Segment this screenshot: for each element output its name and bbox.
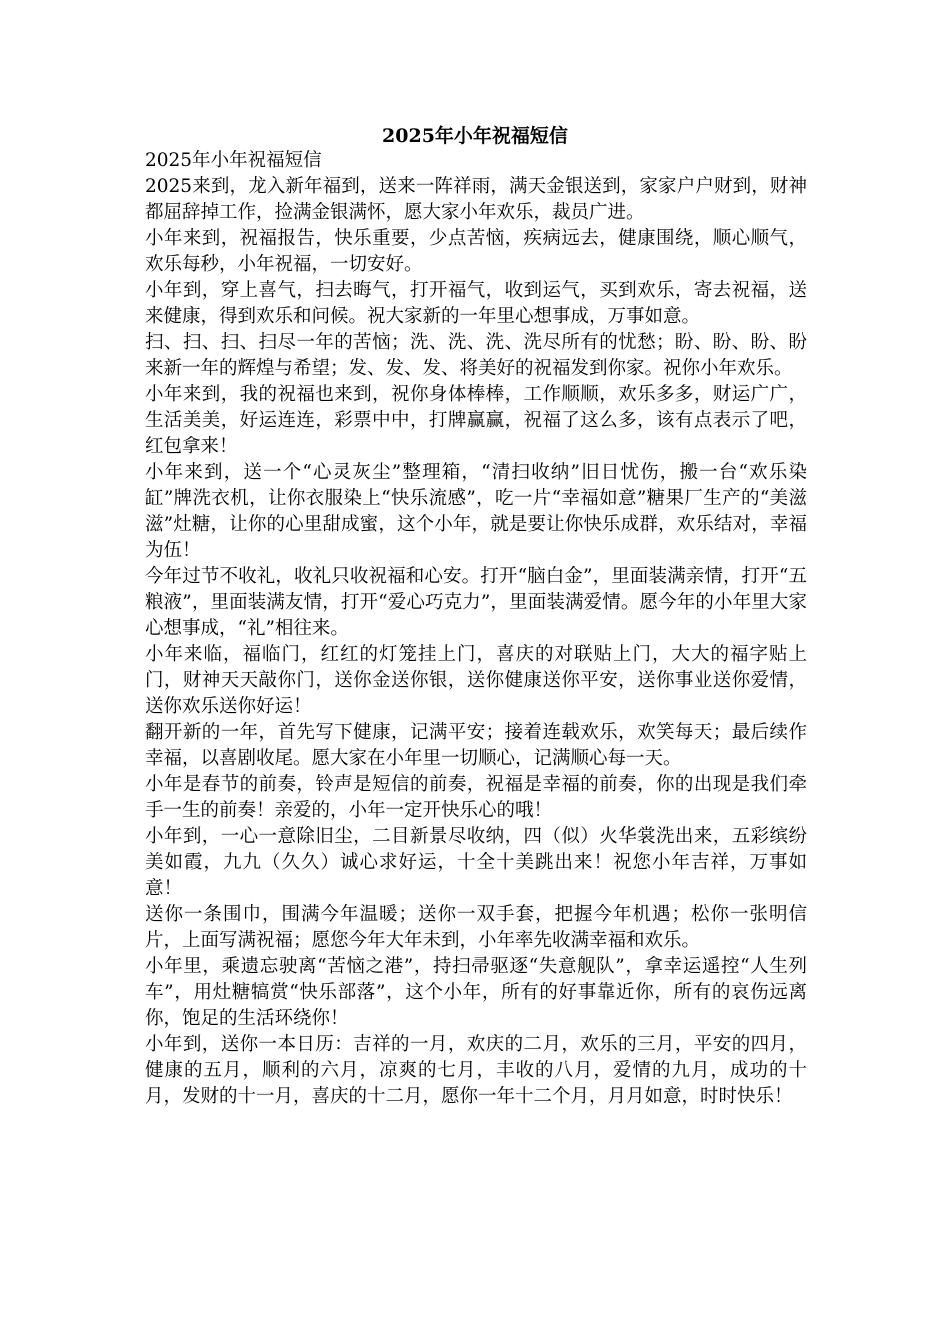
document-body xyxy=(145,148,807,1110)
paragraph: 2025来到，龙入新年福到，送来一阵祥雨，满天金银送到，家家户户财到，财神都屈辞掉工作，捡满金银满怀，愿大家小年欢乐，裁员广进。 xyxy=(145,176,807,223)
paragraph: 小年来临，福临门，红红的灯笼挂上门，喜庆的对联贴上门，大大的福字贴上门，财神天天敲你门，送你金送你银，送你健康送你平安，送你事业送你爱情，送你欢乐送你好运！ xyxy=(145,644,807,717)
paragraph: 今年过节不收礼，收礼只收祝福和心安。打开“脑白金”，里面装满亲情，打开“五粮液”，里面装满友情，打开“爱心巧克力”，里面装满爱情。愿今年的小年里大家心想事成，“礼”相往来。 xyxy=(145,566,807,639)
paragraph: 小年来到，我的祝福也来到，祝你身体棒棒，工作顺顺，欢乐多多，财运广广，生活美美，好运连连，彩票中中，打牌赢赢，祝福了这么多，该有点表示了吧，红包拿来！ xyxy=(145,384,807,457)
paragraph: 小年是春节的前奏，铃声是短信的前奏，祝福是幸福的前奏，你的出现是我们牵手一生的前奏！亲爱的，小年一定开快乐心的哦！ xyxy=(145,774,807,821)
paragraph: 小年到，穿上喜气，扫去晦气，打开福气，收到运气，买到欢乐，寄去祝福，送来健康，得到欢乐和问候。祝大家新的一年里心想事成，万事如意。 xyxy=(145,280,807,327)
paragraph: 送你一条围巾，围满今年温暖；送你一双手套，把握今年机遇；松你一张明信片，上面写满祝福；愿您今年大年未到，小年率先收满幸福和欢乐。 xyxy=(145,904,807,951)
paragraph: 2025年小年祝福短信 xyxy=(145,150,322,171)
paragraph: 小年来到，送一个“心灵灰尘”整理箱，“清扫收纳”旧日忧伤，搬一台“欢乐染缸”牌洗衣机，让你衣服染上“快乐流感”，吃一片“幸福如意”糖果厂生产的“美滋滋”灶糖，让你的心里甜成蜜，这个小年，就是要让你快乐成群，欢乐结对，幸福为伍！ xyxy=(145,462,807,561)
paragraph: 小年到，一心一意除旧尘，二目新景尽收纳，四（似）火华裳洗出来，五彩缤纷美如霞，九九（久久）诚心求好运，十全十美跳出来！祝您小年吉祥，万事如意！ xyxy=(145,826,807,899)
paragraph: 翻开新的一年，首先写下健康，记满平安；接着连载欢乐，欢笑每天；最后续作幸福，以喜剧收尾。愿大家在小年里一切顺心，记满顺心每一天。 xyxy=(145,722,807,769)
paragraph: 小年里，乘遗忘驶离“苦恼之港”，持扫帚驱逐“失意舰队”，拿幸运遥控“人生列车”，用灶糖犒赏“快乐部落”，这个小年，所有的好事靠近你，所有的哀伤远离你，饱足的生活环绕你！ xyxy=(145,956,807,1029)
paragraph: 小年来到，祝福报告，快乐重要，少点苦恼，疾病远去，健康围绕，顺心顺气，欢乐每秒，小年祝福，一切安好。 xyxy=(145,228,807,275)
paragraph: 小年到，送你一本日历：吉祥的一月，欢庆的二月，欢乐的三月，平安的四月，健康的五月，顺利的六月，凉爽的七月，丰收的八月，爱情的九月，成功的十月，发财的十一月，喜庆的十二月，愿你一年十二个月，月月如意，时时快乐！ xyxy=(145,1034,807,1107)
paragraph: 扫、扫、扫、扫尽一年的苦恼；洗、洗、洗、洗尽所有的忧愁；盼、盼、盼、盼来新一年的辉煌与希望；发、发、发、将美好的祝福发到你家。祝你小年欢乐。 xyxy=(145,332,807,379)
document-title: 2025年小年祝福短信 xyxy=(382,125,568,147)
